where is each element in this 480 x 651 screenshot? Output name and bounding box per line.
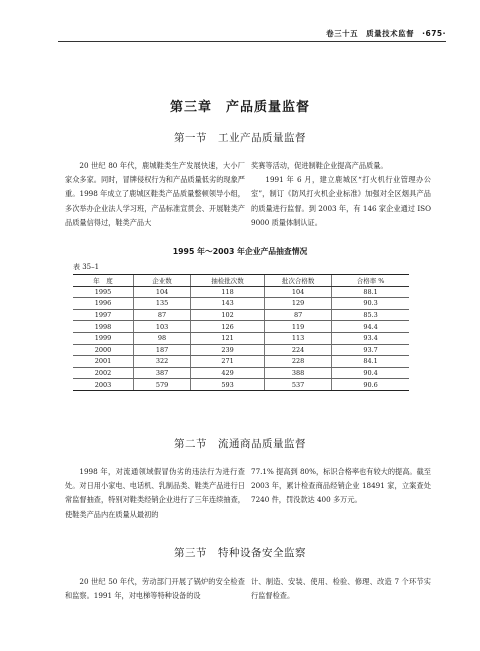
cell-enterprises: 387	[133, 367, 190, 379]
section3-left-column	[65, 575, 245, 603]
cell-pass-rate: 84.1	[332, 356, 409, 368]
cell-year: 1997	[73, 309, 133, 321]
cell-enterprises: 322	[133, 356, 190, 368]
section-title-2: 第二节 流通商品质量监督	[174, 438, 306, 450]
table-row	[73, 321, 409, 333]
header-passed: 批次合格数	[264, 275, 331, 287]
cell-passed: 388	[264, 367, 331, 379]
cell-batches: 143	[191, 298, 265, 310]
header-enterprises: 企业数	[133, 275, 190, 287]
cell-passed: 228	[264, 356, 331, 368]
cell-enterprises: 103	[133, 321, 190, 333]
section2-right-column	[251, 465, 431, 508]
cell-enterprises: 104	[133, 286, 190, 298]
header-rule	[58, 41, 446, 42]
cell-year: 2001	[73, 356, 133, 368]
cell-year: 1998	[73, 321, 133, 333]
header-pass-rate: 合格率 %	[332, 275, 409, 287]
cell-pass-rate: 90.3	[332, 298, 409, 310]
section1-left-paragraph: 20 世纪 80 年代，鹿城鞋类生产发展快速，大小厂家众多家。同时，冒牌侵权行为和产品质量低劣的现象严重。1998 年成立了鹿城区鞋类产品质量整顿领导小组，多次举办企业法人学习班，产品标准宣贯会、开展鞋类产品质量信得过，鞋类产品大	[65, 161, 245, 227]
table-row	[73, 379, 409, 391]
chapter-title: 第三章 产品质量监督	[169, 100, 310, 115]
cell-pass-rate: 93.4	[332, 332, 409, 344]
cell-passed: 104	[264, 286, 331, 298]
table-row	[73, 286, 409, 298]
cell-batches: 118	[191, 286, 265, 298]
cell-passed: 119	[264, 321, 331, 333]
table-row	[73, 332, 409, 344]
running-head: 卷三十五 质量技术监督 ·675·	[326, 29, 446, 38]
section2-right-paragraph: 77.1% 提高到 80%，标识合格率也有较大的提高。截至 2003 年，累计检查商品经销企业 18491 家，立案查处 7240 件，罚没款达 400 多万元。	[251, 467, 431, 505]
table-title: 1995 年～2003 年企业产品抽查情况	[172, 247, 308, 256]
section1-right-paragraph-1: 奖赛等活动，促进制鞋企业提高产品质量。	[251, 161, 388, 170]
cell-pass-rate: 90.4	[332, 367, 409, 379]
cell-batches: 429	[191, 367, 265, 379]
cell-passed: 129	[264, 298, 331, 310]
table-row	[73, 298, 409, 310]
cell-passed: 87	[264, 309, 331, 321]
cell-year: 2003	[73, 379, 133, 391]
table-row	[73, 344, 409, 356]
cell-enterprises: 135	[133, 298, 190, 310]
section1-right-paragraph-2: 1991 年 6 月，建立鹿城区“打火机行业管理办公室”，制订《防风打火机企业标准》加强对全区烟具产品的质量进行监督。到 2003 年，有 146 家企业通过 ISO 9000 质量体制认证。	[251, 175, 431, 227]
cell-batches: 239	[191, 344, 265, 356]
cell-pass-rate: 93.7	[332, 344, 409, 356]
cell-year: 2000	[73, 344, 133, 356]
table-label: 表 35–1	[73, 263, 100, 271]
cell-year: 1999	[73, 332, 133, 344]
inspection-table	[73, 274, 409, 391]
cell-enterprises: 579	[133, 379, 190, 391]
cell-enterprises: 187	[133, 344, 190, 356]
cell-enterprises: 87	[133, 309, 190, 321]
section3-right-paragraph: 计、制造、安装、使用、检验、修理、改造 7 个环节实行监督检查。	[251, 577, 431, 601]
cell-batches: 102	[191, 309, 265, 321]
cell-batches: 126	[191, 321, 265, 333]
section1-right-column	[251, 159, 431, 230]
cell-pass-rate: 88.1	[332, 286, 409, 298]
section3-left-paragraph: 20 世纪 50 年代，劳动部门开展了锅炉的安全检查和监察。1991 年，对电梯等特种设备的设	[65, 577, 245, 601]
section1-left-column	[65, 159, 245, 230]
header-batches: 抽检批次数	[191, 275, 265, 287]
section-title-1: 第一节 工业产品质量监督	[174, 132, 306, 144]
cell-pass-rate: 90.6	[332, 379, 409, 391]
table-row	[73, 309, 409, 321]
cell-passed: 224	[264, 344, 331, 356]
section-title-3: 第三节 特种设备安全监察	[174, 547, 306, 559]
cell-passed: 537	[264, 379, 331, 391]
cell-year: 1995	[73, 286, 133, 298]
cell-batches: 593	[191, 379, 265, 391]
cell-batches: 121	[191, 332, 265, 344]
table-header-row	[73, 275, 409, 287]
cell-pass-rate: 94.4	[332, 321, 409, 333]
section2-left-paragraph: 1998 年，对流通领域假冒伪劣的违法行为进行查处。对日用小家电、电话机、乳制品类、鞋类产品进行日常监督抽查，特别对鞋类经销企业进行了三年连续抽查，使鞋类产品内在质量从最初的	[65, 467, 245, 519]
table-row	[73, 356, 409, 368]
cell-pass-rate: 85.3	[332, 309, 409, 321]
section3-right-column	[251, 575, 431, 603]
section2-left-column	[65, 465, 245, 522]
table-row	[73, 367, 409, 379]
cell-year: 2002	[73, 367, 133, 379]
header-year: 年 度	[73, 275, 133, 287]
cell-passed: 113	[264, 332, 331, 344]
cell-enterprises: 98	[133, 332, 190, 344]
cell-batches: 271	[191, 356, 265, 368]
cell-year: 1996	[73, 298, 133, 310]
